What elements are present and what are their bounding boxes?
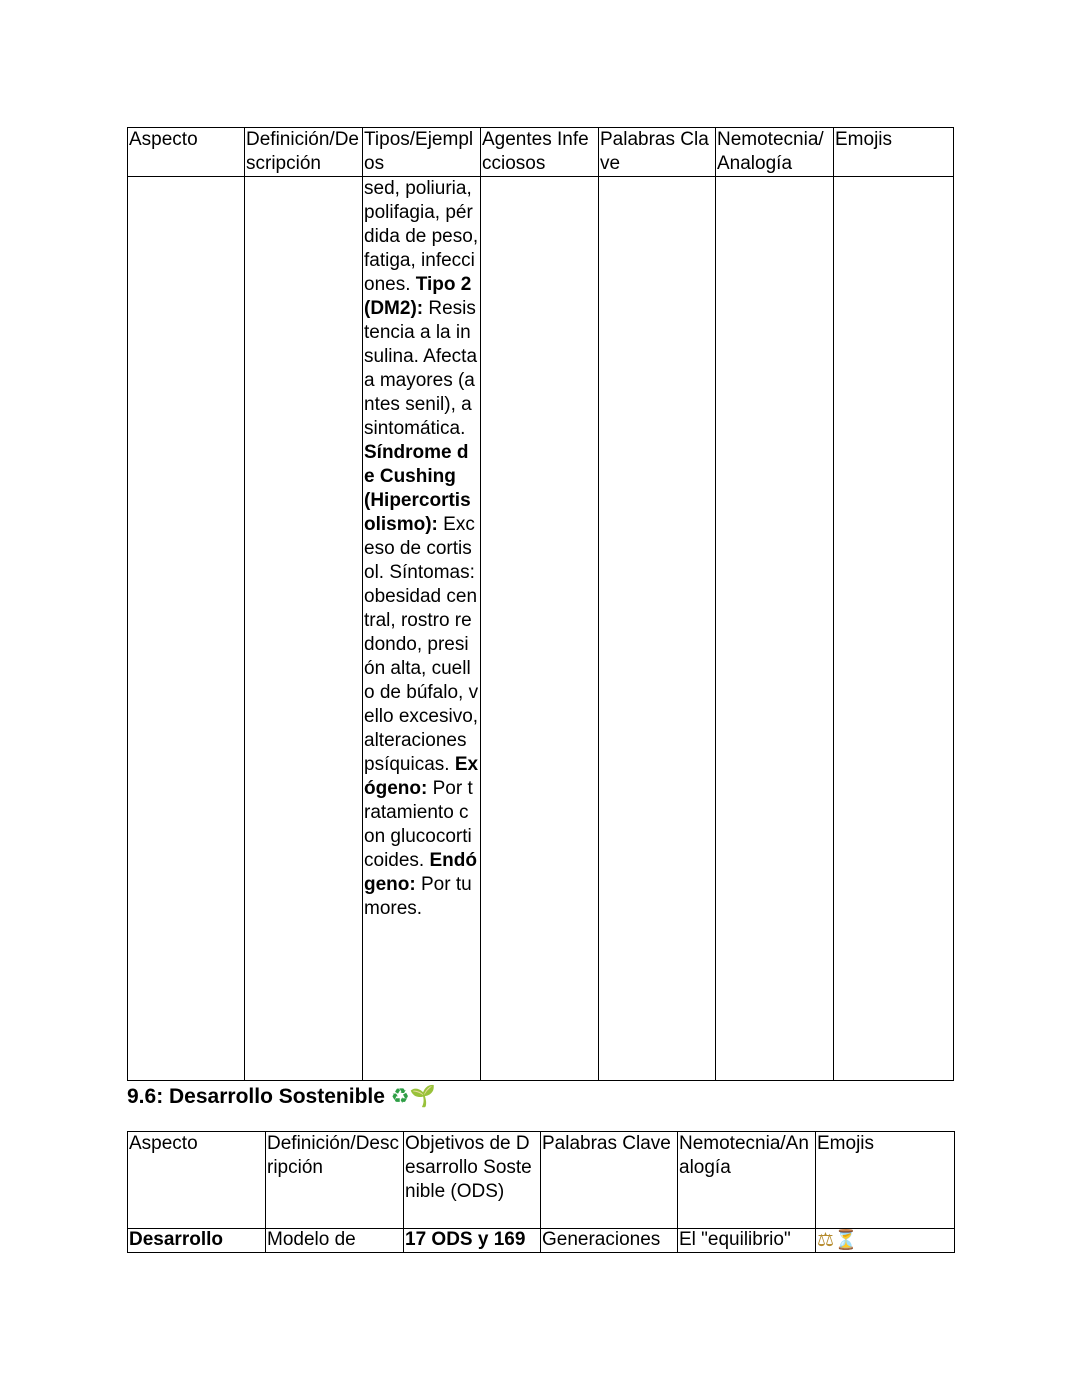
cell-palabras: Generaciones	[541, 1229, 678, 1253]
cell-tipos	[363, 177, 481, 1081]
header-nemotecnia: Nemotecnia/Analogía	[678, 1132, 816, 1229]
dm2-text: Resistencia a la insulina. Afecta a mayores (antes senil), asintomática.	[364, 298, 478, 439]
cell-nemotecnia	[716, 177, 834, 1081]
cell-nemotecnia: El "equilibrio"	[678, 1229, 816, 1253]
header-palabras: Palabras Clave	[599, 128, 716, 177]
cushing-text: Exceso de cortisol. Síntomas: obesidad central, rostro redondo, presión alta, cuello de búfalo, vello excesivo, alteraciones psíquicas.	[364, 514, 479, 775]
header-emojis: Emojis	[834, 128, 954, 177]
header-palabras: Palabras Clave	[541, 1132, 678, 1229]
header-aspecto: Aspecto	[128, 128, 245, 177]
section-heading	[127, 1082, 436, 1111]
sustainable-development-table	[127, 1131, 955, 1253]
endogeno-text: Por tumores.	[364, 874, 472, 919]
cell-aspecto	[128, 177, 245, 1081]
table-header-row	[128, 128, 954, 177]
cell-ods: 17 ODS y 169	[404, 1229, 541, 1253]
header-definicion: Definición/Descripción	[266, 1132, 404, 1229]
table-row	[128, 1229, 955, 1253]
endogeno-title: Endógeno:	[364, 850, 477, 895]
endocrine-table	[127, 127, 954, 1081]
table-row	[128, 177, 954, 1081]
recycle-icon: ♻	[390, 1084, 410, 1108]
scale-icon: ⚖	[817, 1229, 835, 1251]
header-emojis: Emojis	[816, 1132, 955, 1229]
cell-definicion	[245, 177, 363, 1081]
cell-agentes	[481, 177, 599, 1081]
header-tipos: Tipos/Ejemplos	[363, 128, 481, 177]
exogeno-text: Por tratamiento con glucocorticoides.	[364, 778, 473, 871]
cell-emojis	[816, 1229, 955, 1253]
section-title: 9.6: Desarrollo Sostenible	[127, 1085, 385, 1108]
dm1-symptoms: sed, poliuria, polifagia, pérdida de peso, fatiga, infecciones.	[364, 178, 479, 295]
cell-aspecto: Desarrollo	[128, 1229, 266, 1253]
cell-definicion: Modelo de	[266, 1229, 404, 1253]
header-nemotecnia: Nemotecnia/Analogía	[716, 128, 834, 177]
header-ods: Objetivos de Desarrollo Sostenible (ODS)	[404, 1132, 541, 1229]
header-definicion: Definición/Descripción	[245, 128, 363, 177]
cell-emojis	[834, 177, 954, 1081]
cushing-title: Síndrome de Cushing (Hipercortisolismo):	[364, 442, 471, 535]
header-aspecto: Aspecto	[128, 1132, 266, 1229]
table-header-row	[128, 1132, 955, 1229]
exogeno-title: Exógeno:	[364, 754, 479, 799]
hourglass-icon: ⏳	[834, 1229, 858, 1251]
header-agentes: Agentes Infecciosos	[481, 128, 599, 177]
sprout-icon: 🌱	[409, 1084, 436, 1108]
dm2-title: Tipo 2 (DM2):	[364, 274, 472, 319]
cell-palabras	[599, 177, 716, 1081]
